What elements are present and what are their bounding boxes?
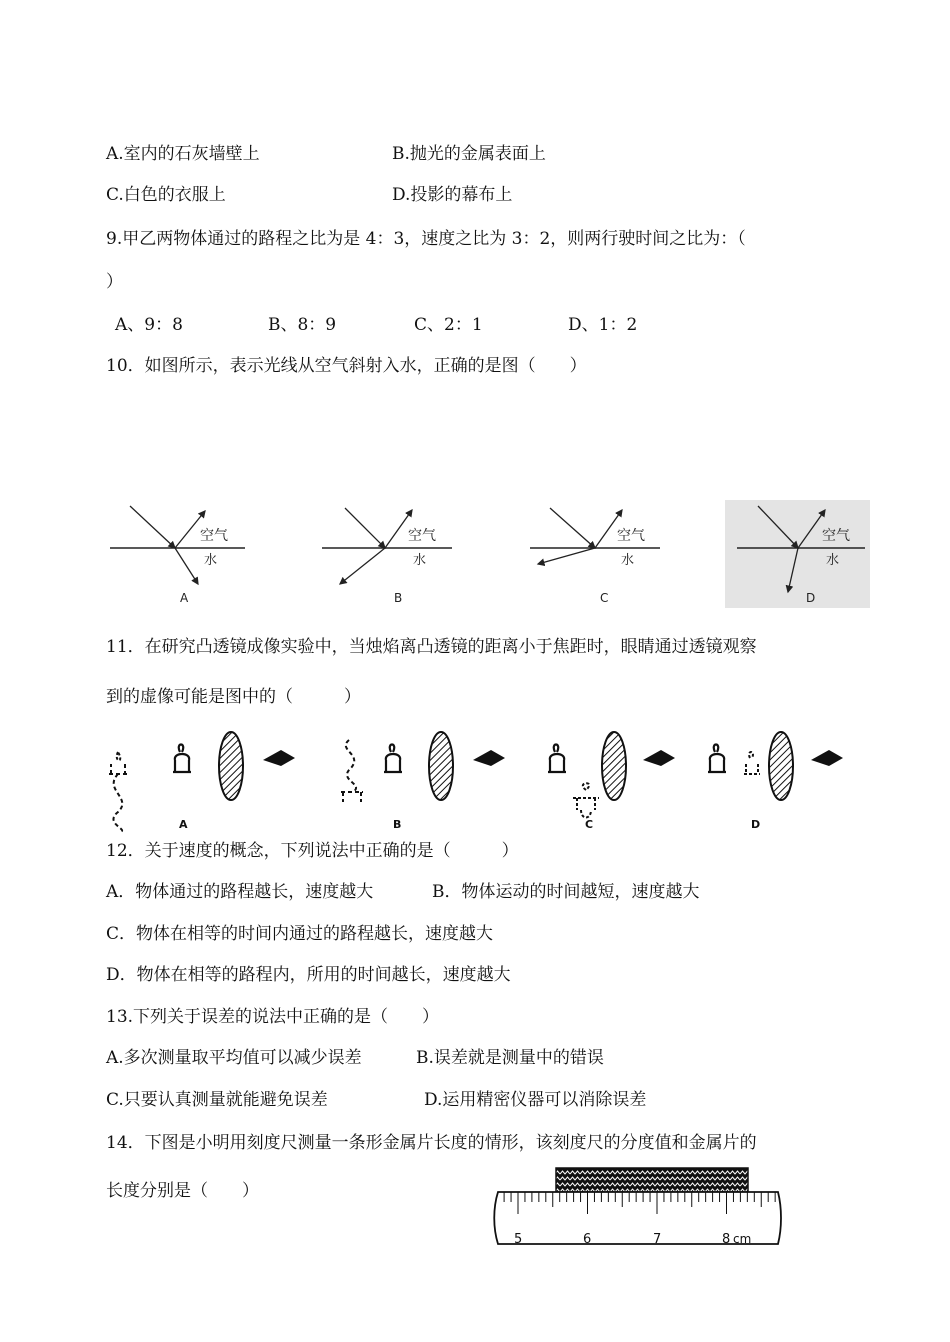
ruler-label-7: 7 xyxy=(653,1232,662,1247)
q14-ruler-figure xyxy=(490,1164,786,1252)
q10-stem: 10．如图所示，表示光线从空气斜射入水，正确的是图（ ） xyxy=(106,356,587,376)
q11-c-label: C xyxy=(585,818,594,831)
q9-option-a: A、9：8 xyxy=(115,315,183,335)
q13-option-b: B.误差就是测量中的错误 xyxy=(416,1048,604,1068)
q10-a-water-label: 水 xyxy=(204,553,218,568)
q11-b-label: B xyxy=(393,818,402,831)
metal-strip xyxy=(556,1168,748,1192)
q12-stem: 12．关于速度的概念，下列说法中正确的是（ ） xyxy=(106,841,519,861)
q10-b-air-label: 空气 xyxy=(408,528,436,544)
q10-diagram-c xyxy=(530,508,660,605)
q11-diagram-c xyxy=(548,732,675,831)
q11-diagram-a xyxy=(109,732,295,832)
ruler-label-8: 8 xyxy=(722,1232,731,1247)
q10-b-water-label: 水 xyxy=(413,553,427,568)
q12-option-b: B．物体运动的时间越短，速度越大 xyxy=(432,882,700,902)
q10-diagram-b xyxy=(322,508,452,605)
q12-option-c: C．物体在相等的时间内通过的路程越长，速度越大 xyxy=(106,924,494,944)
q13-option-a: A.多次测量取平均值可以减少误差 xyxy=(106,1048,362,1068)
ruler-unit: cm xyxy=(733,1232,752,1246)
q10-c-label: C xyxy=(600,591,609,605)
q8-option-b: B.抛光的金属表面上 xyxy=(392,144,546,164)
ruler-label-5: 5 xyxy=(514,1232,523,1247)
q10-c-water-label: 水 xyxy=(621,553,635,568)
q11-a-label: A xyxy=(179,818,188,831)
q10-d-water-label: 水 xyxy=(826,553,840,568)
q12-option-a: A．物体通过的路程越长，速度越大 xyxy=(106,882,374,902)
q10-d-label: D xyxy=(806,591,816,605)
q10-diagram-a xyxy=(110,506,245,605)
q10-a-label: A xyxy=(180,591,189,605)
q8-option-d: D.投影的幕布上 xyxy=(392,185,513,205)
q11-d-label: D xyxy=(751,818,761,831)
q8-option-c: C.白色的衣服上 xyxy=(106,185,226,205)
q14-stem: 14．下图是小明用刻度尺测量一条形金属片长度的情形，该刻度尺的分度值和金属片的 xyxy=(106,1133,757,1153)
q11-diagram-b xyxy=(341,732,505,831)
q10-c-air-label: 空气 xyxy=(617,528,645,544)
q10-refraction-figure xyxy=(100,496,870,611)
q11-diagram-d xyxy=(708,732,843,831)
q9-stem-close: ） xyxy=(106,272,123,292)
q10-d-air-label: 空气 xyxy=(822,528,850,544)
q14-stem-cont: 长度分别是（ ） xyxy=(106,1181,259,1201)
q9-option-d: D、1：2 xyxy=(568,315,638,335)
q9-option-b: B、8：9 xyxy=(268,315,337,335)
q10-a-air-label: 空气 xyxy=(200,528,228,544)
q9-option-c: C、2：1 xyxy=(414,315,483,335)
q8-option-a: A.室内的石灰墙壁上 xyxy=(106,144,260,164)
q11-stem: 11．在研究凸透镜成像实验中，当烛焰离凸透镜的距离小于焦距时，眼睛通过透镜观察 xyxy=(106,637,757,657)
q13-option-d: D.运用精密仪器可以消除误差 xyxy=(424,1090,647,1110)
q11-stem-cont: 到的虚像可能是图中的（ ） xyxy=(106,687,361,707)
q12-option-d: D．物体在相等的路程内，所用的时间越长，速度越大 xyxy=(106,965,511,985)
q9-stem: 9.甲乙两物体通过的路程之比为是 4：3，速度之比为 3：2，则两行驶时间之比为：（ xyxy=(106,229,746,249)
q10-b-label: B xyxy=(394,591,403,605)
q13-option-c: C.只要认真测量就能避免误差 xyxy=(106,1090,328,1110)
q11-virtual-image-figure xyxy=(95,720,855,838)
q13-stem: 13.下列关于误差的说法中正确的是（ ） xyxy=(106,1007,440,1027)
ruler-label-6: 6 xyxy=(583,1232,592,1247)
